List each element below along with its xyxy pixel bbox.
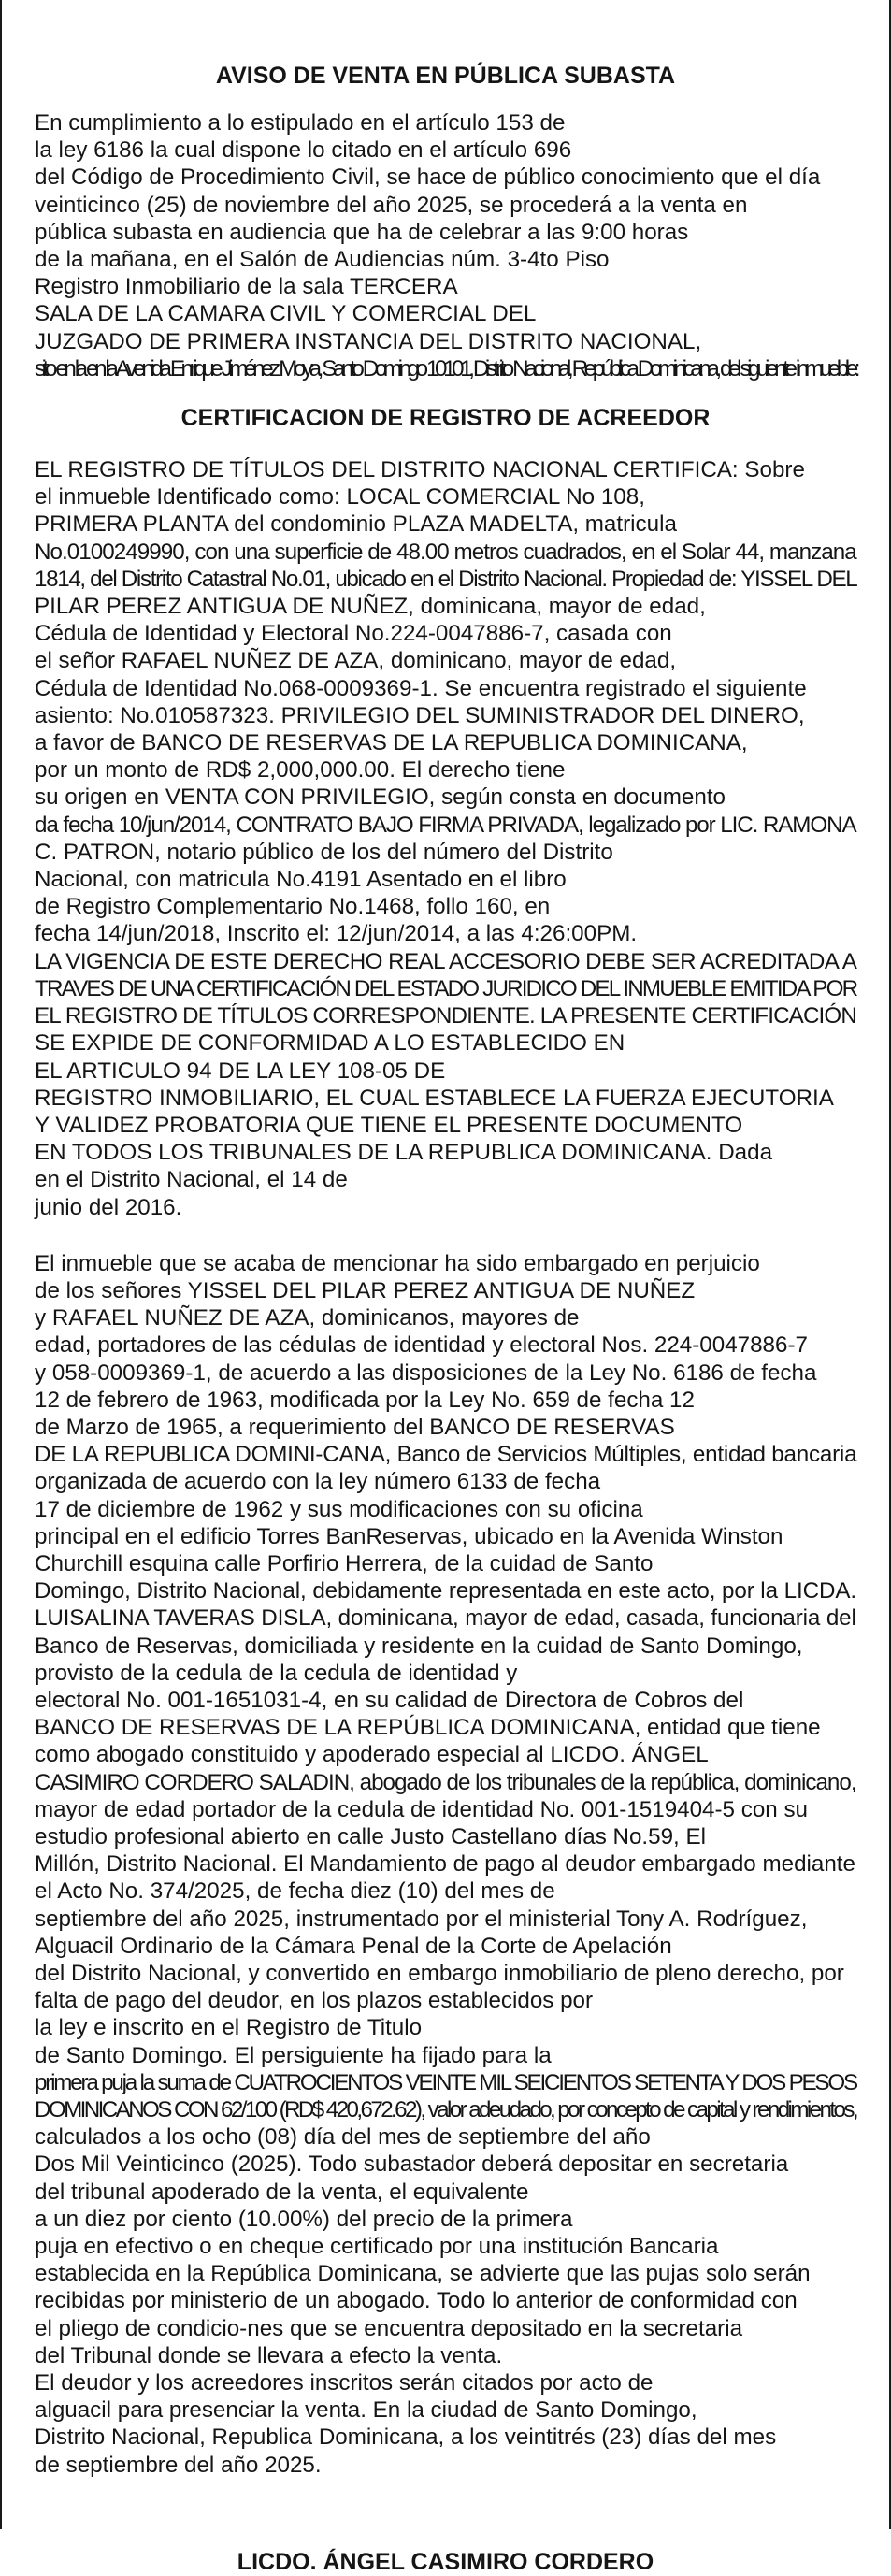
signature-name: LICDO. ÁNGEL CASIMIRO CORDERO [237,2548,654,2575]
intro-paragraph [35,109,856,382]
notice-title: AVISO DE VENTA EN PÚBLICA SUBASTA [215,63,676,89]
paragraph-line: Cédula de Identidad No.068-0009369-1. Se encuentra registrado el siguiente [35,675,807,701]
paragraph-line: JUZGADO DE PRIMERA INSTANCIA DEL DISTRITO NACIONAL, [35,328,702,354]
paragraph-line: y 058-0009369-1, de acuerdo a las disposiciones de la Ley No. 6186 de fecha [35,1360,817,1386]
paragraph-line: puja en efectivo o en cheque certificado por una institución Bancaria [35,2234,719,2260]
paragraph-line: veinticinco (25) de noviembre del año 2025, se procederá a la venta en [35,192,748,218]
paragraph-line: de la mañana, en el Salón de Audiencias núm. 3-4to Piso [35,247,610,273]
paragraph-line: del tribunal apoderado de la venta, el equivalente [35,2179,529,2205]
left-border-rule [0,0,2,2529]
paragraph-line: En cumplimiento a lo estipulado en el artículo 153 de [35,110,566,136]
paragraph-line: de septiembre del año 2025. [35,2452,322,2478]
paragraph-line: EL REGISTRO DE TÍTULOS DEL DISTRITO NACIONAL CERTIFICA: Sobre [35,457,805,483]
paragraph-line: calculados a los ocho (08) día del mes de septiembre del año [35,2124,651,2151]
paragraph-line: LA VIGENCIA DE ESTE DERECHO REAL ACCESORIO DEBE SER ACREDITADA A [35,948,857,974]
paragraph-line: Y VALIDEZ PROBATORIA QUE TIENE EL PRESENTE DOCUMENTO [35,1112,743,1138]
paragraph-line: septiembre del año 2025, instrumentado por el ministerial Tony A. Rodríguez, [35,1906,808,1932]
paragraph-line: 1814, del Distrito Catastral No.01, ubicado en el Distrito Nacional. Propiedad de: YISSEL DEL [35,566,857,592]
paragraph-line: LUISALINA TAVERAS DISLA, dominicana, mayor de edad, casada, funcionaria del [35,1605,856,1632]
paragraph-line: como abogado constituido y apoderado especial al LICDO. ÁNGEL [35,1742,709,1768]
paragraph-line: Distrito Nacional, Republica Dominicana, a los veintitrés (23) días del mes [35,2425,777,2451]
paragraph-line: organizada de acuerdo con la ley número 6133 de fecha [35,1469,601,1495]
paragraph-line: Banco de Reservas, domiciliada y residente en la cuidad de Santo Domingo, [35,1633,803,1659]
paragraph-line: PRIMERA PLANTA del condominio PLAZA MADELTA, matricula [35,511,677,538]
paragraph-line: y RAFAEL NUÑEZ DE AZA, dominicanos, mayores de [35,1305,580,1331]
paragraph-line: falta de pago del deudor, en los plazos establecidos por [35,1988,594,2014]
paragraph-line: de los señores YISSEL DEL PILAR PEREZ ANTIGUA DE NUÑEZ [35,1277,696,1303]
paragraph-line: DE LA REPUBLICA DOMINI-CANA, Banco de Servicios Múltiples, entidad bancaria [35,1442,857,1468]
paragraph-line: Cédula de Identidad y Electoral No.224-0047886-7, casada con [35,621,672,647]
paragraph-line: Alguacil Ordinario de la Cámara Penal de la Corte de Apelación [35,1933,672,1959]
paragraph-line: C. PATRON, notario público de los del número del Distrito [35,839,613,865]
paragraph-line: El deudor y los acreedores inscritos serán citados por acto de [35,2370,654,2396]
paragraph-line: estudio profesional abierto en calle Justo Castellano días No.59, El [35,1823,706,1849]
paragraph-line: asiento: No.010587323. PRIVILEGIO DEL SUMINISTRADOR DEL DINERO, [35,702,805,728]
embargo-paragraph [35,1250,856,2479]
paragraph-line: mayor de edad portador de la cedula de identidad No. 001-1519404-5 con su [35,1796,808,1822]
paragraph-line: Nacional, con matricula No.4191 Asentado en el libro [35,867,567,893]
paragraph-line: su origen en VENTA CON PRIVILEGIO, según consta en documento [35,784,726,811]
paragraph-line: da fecha 10/jun/2014, CONTRATO BAJO FIRMA PRIVADA, legalizado por LIC. RAMONA [35,812,856,838]
paragraph-line: del Código de Procedimiento Civil, se hace de público conocimiento que el día [35,165,821,191]
paragraph-line: Domingo, Distrito Nacional, debidamente representada en este acto, por la LICDA. [35,1578,857,1605]
paragraph-line: Registro Inmobiliario de la sala TERCERA [35,274,458,300]
paragraph-line: DOMINICANOS CON 62/100 (RD$ 420,672.62), valor adeudado, por concepto de capital y rendimientos, [35,2097,856,2123]
paragraph-line: EL REGISTRO DE TÍTULOS CORRESPONDIENTE. LA PRESENTE CERTIFICACIÓN [35,1003,856,1029]
paragraph-line: REGISTRO INMOBILIARIO, EL CUAL ESTABLECE LA FUERZA EJECUTORIA [35,1085,834,1111]
paragraph-line: recibidas por ministerio de un abogado. Todo lo anterior de conformidad con [35,2288,798,2314]
paragraph-line: fecha 14/jun/2018, Inscrito el: 12/jun/2014, a las 4:26:00PM. [35,921,638,947]
paragraph-line: el Acto No. 374/2025, de fecha diez (10) del mes de [35,1878,555,1905]
paragraph-line: por un monto de RD$ 2,000,000.00. El derecho tiene [35,757,566,784]
paragraph-line: establecida en la República Dominicana, se advierte que las pujas solo serán [35,2261,811,2287]
paragraph-line: TRAVES DE UNA CERTIFICACIÓN DEL ESTADO JURIDICO DEL INMUEBLE EMITIDA POR [35,975,857,1001]
paragraph-line: de Registro Complementario No.1468, follo 160, en [35,894,551,920]
paragraph-line: SALA DE LA CAMARA CIVIL Y COMERCIAL DEL [35,301,537,327]
paragraph-line: de Santo Domingo. El persiguiente ha fijado para la [35,2042,552,2068]
paragraph-line: alguacil para presenciar la venta. En la ciudad de Santo Domingo, [35,2397,697,2424]
paragraph-line: BANCO DE RESERVAS DE LA REPÚBLICA DOMINICANA, entidad que tiene [35,1715,821,1741]
paragraph-line: principal en el edificio Torres BanReservas, ubicado en la Avenida Winston [35,1523,783,1549]
paragraph-line: a favor de BANCO DE RESERVAS DE LA REPUBLICA DOMINICANA, [35,730,748,756]
paragraph-line: PILAR PEREZ ANTIGUA DE NUÑEZ, dominicana, mayor de edad, [35,594,706,620]
certification-paragraph [35,456,856,1221]
paragraph-line: SE EXPIDE DE CONFORMIDAD A LO ESTABLECIDO EN [35,1030,625,1057]
certification-heading: CERTIFICACION DE REGISTRO DE ACREEDOR [180,405,711,432]
paragraph-line: Millón, Distrito Nacional. El Mandamiento de pago al deudor embargado mediante [35,1851,855,1878]
paragraph-line: 12 de febrero de 1963, modificada por la Ley No. 659 de fecha 12 [35,1387,695,1413]
paragraph-line: edad, portadores de las cédulas de identidad y electoral Nos. 224-0047886-7 [35,1332,808,1359]
paragraph-line: sito en la en la Avenida Enrique Jiménez Moya, Santo Domingo 10101, Distrito Nacional, República Dominicana, del siguiente inmueble: [35,355,857,381]
paragraph-line: del Tribunal donde se llevara a efecto la venta. [35,2342,503,2368]
paragraph-line: CASIMIRO CORDERO SALADIN, abogado de los tribunales de la república, dominicano, [35,1769,856,1795]
paragraph-line: Churchill esquina calle Porfirio Herrera, de la cuidad de Santo [35,1550,654,1576]
paragraph-line: pública subasta en audiencia que ha de celebrar a las 9:00 horas [35,219,689,245]
paragraph-line: primera puja la suma de CUATROCIENTOS VEINTE MIL SEICIENTOS SETENTA Y DOS PESOS [35,2069,856,2095]
paragraph-line: de Marzo de 1965, a requerimiento del BANCO DE RESERVAS [35,1414,675,1440]
paragraph-line: No.0100249990, con una superficie de 48.00 metros cuadrados, en el Solar 44, manzana [35,539,856,565]
paragraph-line: electoral No. 001-1651031-4, en su calidad de Directora de Cobros del [35,1687,744,1713]
paragraph-line: provisto de la cedula de la cedula de identidad y [35,1660,518,1686]
paragraph-line: la ley e inscrito en el Registro de Titulo [35,2015,423,2041]
paragraph-line: EN TODOS LOS TRIBUNALES DE LA REPUBLICA DOMINICANA. Dada [35,1140,773,1166]
paragraph-line: El inmueble que se acaba de mencionar ha sido embargado en perjuicio [35,1250,760,1276]
paragraph-line: junio del 2016. [35,1194,182,1220]
paragraph-line: Dos Mil Veinticinco (2025). Todo subastador deberá depositar en secretaria [35,2151,789,2178]
paragraph-line: el pliego de condicio-nes que se encuentra depositado en la secretaria [35,2315,743,2341]
paragraph-line: el señor RAFAEL NUÑEZ DE AZA, dominicano, mayor de edad, [35,648,677,674]
paragraph-line: en el Distrito Nacional, el 14 de [35,1167,348,1193]
paragraph-line: EL ARTICULO 94 DE LA LEY 108-05 DE [35,1058,446,1084]
paragraph-line: el inmueble Identificado como: LOCAL COMERCIAL No 108, [35,484,645,511]
paragraph-line: del Distrito Nacional, y convertido en embargo inmobiliario de pleno derecho, por [35,1961,844,1986]
paragraph-line: la ley 6186 la cual dispone lo citado en el artículo 696 [35,137,572,164]
paragraph-line: a un diez por ciento (10.00%) del precio de la primera [35,2206,573,2232]
paragraph-line: 17 de diciembre de 1962 y sus modificaciones con su oficina [35,1496,643,1522]
